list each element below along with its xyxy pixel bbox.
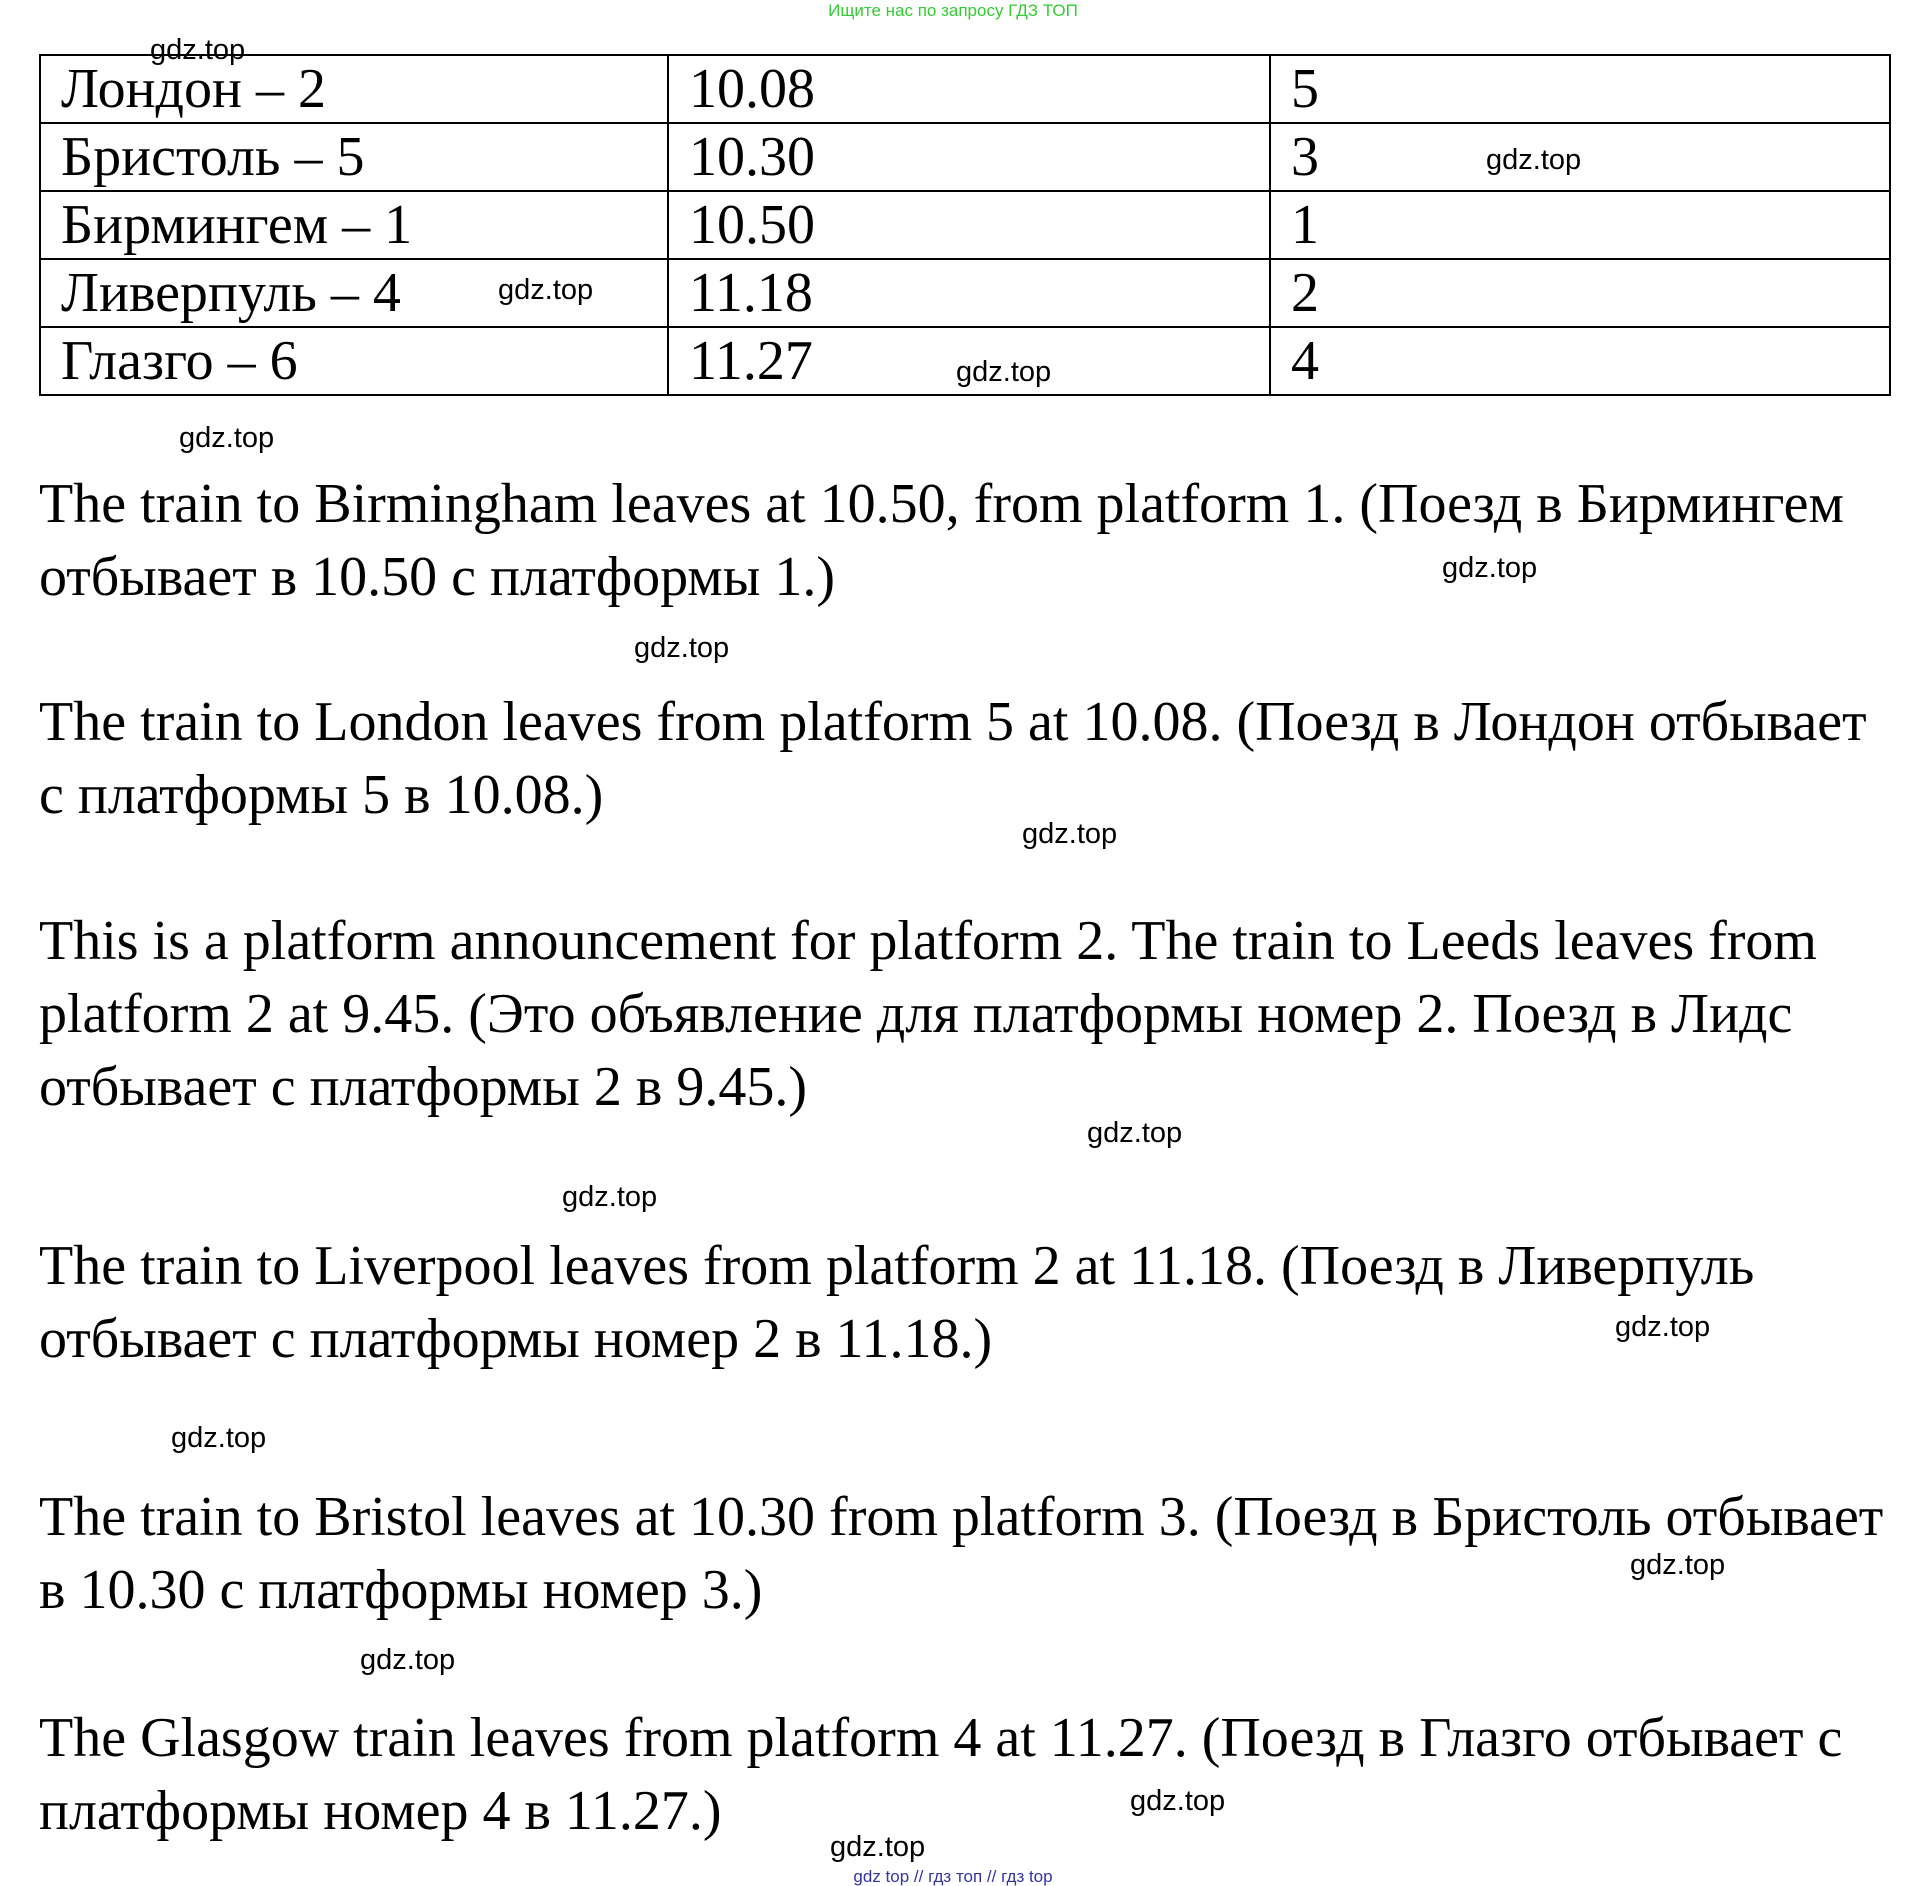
watermark: gdz.top: [498, 274, 594, 306]
train-schedule-table: [39, 54, 1891, 396]
answer-paragraph-birmingham: The train to Birmingham leaves at 10.50, from platform 1. (Поезд в Бирмингем отбывает в 10.50 с платформы 1.): [39, 473, 1844, 608]
city-cell: Глазго – 6: [40, 327, 668, 395]
platform-cell: 1: [1270, 191, 1890, 259]
watermark: gdz.top: [634, 632, 730, 664]
answer-paragraph-bristol: The train to Bristol leaves at 10.30 from platform 3. (Поезд в Бристоль отбывает в 10.30 с платформы номер 3.): [39, 1486, 1884, 1621]
time-cell: 11.18: [668, 259, 1270, 327]
watermark: gdz.top: [1630, 1549, 1726, 1581]
time-cell: 10.08: [668, 55, 1270, 123]
watermark: gdz.top: [562, 1181, 658, 1213]
city-cell: Ливерпуль – 4: [40, 259, 668, 327]
time-cell: 10.50: [668, 191, 1270, 259]
watermark: gdz.top: [179, 422, 275, 454]
city-cell: Бирмингем – 1: [40, 191, 668, 259]
watermark: gdz.top: [1130, 1785, 1226, 1817]
platform-cell: 5: [1270, 55, 1890, 123]
watermark: gdz.top: [150, 34, 246, 66]
top-banner: Ищите нас по запросу ГДЗ ТОП: [828, 1, 1078, 20]
answer-paragraph-glasgow: The Glasgow train leaves from platform 4 at 11.27. (Поезд в Глазго отбывает с платформы номер 4 в 11.27.): [39, 1707, 1843, 1842]
table-row: [40, 55, 1890, 123]
time-cell: 10.30: [668, 123, 1270, 191]
answer-paragraph-leeds: This is a platform announcement for platform 2. The train to Leeds leaves from platform 2 at 9.45. (Это объявление для платформы номер 2. Поезд в Лидс отбывает с платформы 2 в 9.45.): [39, 910, 1817, 1118]
table-row: [40, 191, 1890, 259]
city-cell: Лондон – 2: [40, 55, 668, 123]
watermark: gdz.top: [1442, 552, 1538, 584]
platform-cell: 4: [1270, 327, 1890, 395]
table-row: [40, 259, 1890, 327]
time-cell: 11.27: [668, 327, 1270, 395]
watermark: gdz.top: [1615, 1311, 1711, 1343]
watermark: gdz.top: [171, 1422, 267, 1454]
platform-cell: 3: [1270, 123, 1890, 191]
watermark: gdz.top: [956, 356, 1052, 388]
watermark: gdz.top: [830, 1831, 926, 1863]
watermark: gdz.top: [1087, 1117, 1183, 1149]
watermark: gdz.top: [1022, 818, 1118, 850]
footer-text: gdz top // гдз топ // гдз top: [853, 1867, 1053, 1886]
city-cell: Бристоль – 5: [40, 123, 668, 191]
platform-cell: 2: [1270, 259, 1890, 327]
answer-paragraph-liverpool: The train to Liverpool leaves from platform 2 at 11.18. (Поезд в Ливерпуль отбывает с платформы номер 2 в 11.18.): [39, 1235, 1755, 1370]
table-row: [40, 123, 1890, 191]
watermark: gdz.top: [1486, 144, 1582, 176]
watermark: gdz.top: [360, 1644, 456, 1676]
answer-paragraph-london: The train to London leaves from platform 5 at 10.08. (Поезд в Лондон отбывает с платформы 5 в 10.08.): [39, 691, 1867, 826]
